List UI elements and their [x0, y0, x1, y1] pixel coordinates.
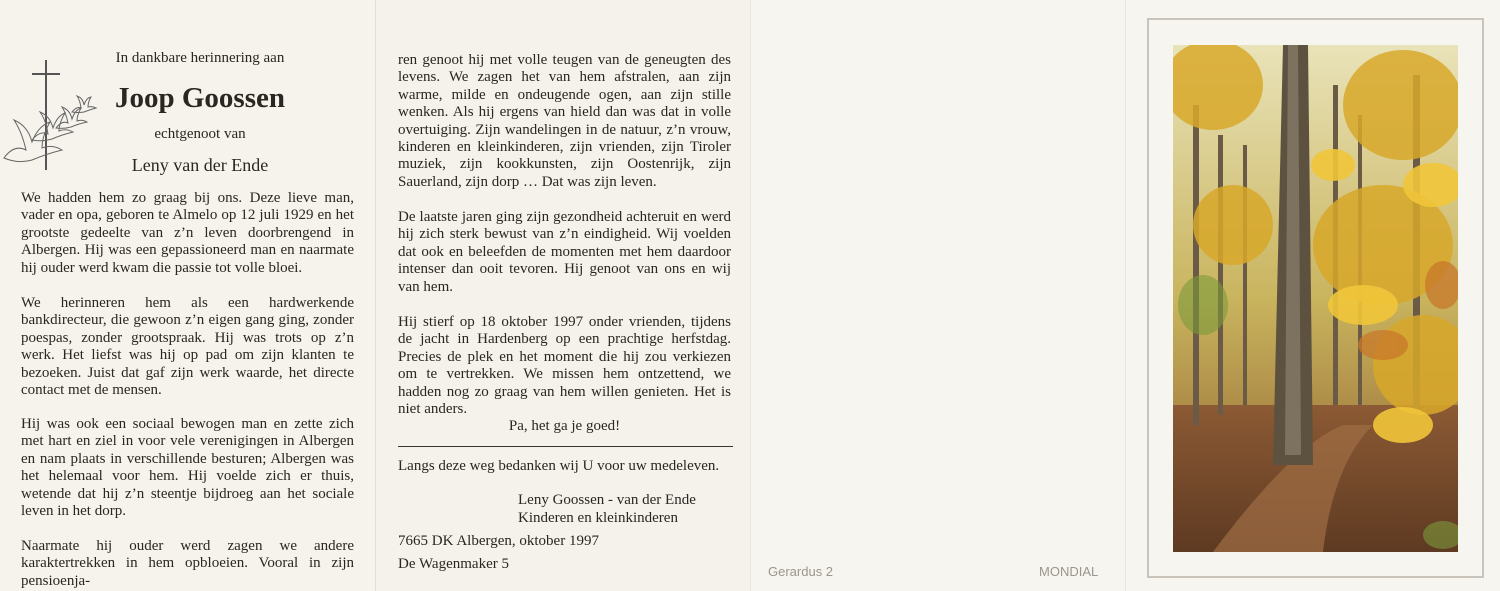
autumn-forest-photo: [1173, 45, 1458, 552]
card-panel-back: [750, 0, 1125, 591]
spouse-name: Leny van der Ende: [131, 155, 269, 175]
paragraph: We herinneren hem als een hardwerkende bankdirecteur, die gewoon z’n eigen gang ging, zonder poespas, zonder grootspraak. Hij was trots op z’n werk. Het liefst was hij op pad om zijn klanten te bezoeken. Juist dat gaf zijn werk waarde, het directe contact met de mensen.: [21, 295, 354, 399]
paragraph: Hij stierf op 18 oktober 1997 onder vrienden, tijdens de jacht in Hardenberg op een prachtige herfstdag. Precies de plek en het moment die hij zou verkiezen om te vertrekken. We missen hem ontzettend, we hadden nog zo graag van hem willen genieten. Het is niet anders.: [398, 314, 731, 418]
paragraph: ren genoot hij met volle teugen van de geneugten des levens. We zagen het van hem afstralen, aan zijn warme, milde en ondeugende ogen, aan zijn stille wenken. Als hij ergens van hield dan was dat in volle overtuiging. Zijn wandelingen in de natuur, z’n vrouw, kinderen en kleinkinderen, zijn vrienden, zijn Tiroler muziek, zijn kookkunsten, zijn Oostenrijk, zijn Sauerland, zijn dorp … Dat was zijn leven.: [398, 52, 731, 190]
card-panel-middle: [375, 0, 750, 591]
deceased-name: Joop Goossen: [114, 82, 285, 114]
address-line: 7665 DK Albergen, oktober 1997: [398, 533, 599, 549]
farewell-text: Pa, het ga je goed!: [508, 418, 621, 434]
paragraph: We hadden hem zo graag bij ons. Deze lieve man, vader en opa, geboren te Almelo op 12 juli 1929 en het grootste gedeelte van z’n leven doorbrengend in Albergen. Hij was een gepassioneerd man en naarmate hij ouder werd kwam die passie tot volle bloei.: [21, 190, 354, 276]
card-panel-cover: [1125, 0, 1500, 591]
relation-text: echtgenoot van: [154, 126, 246, 142]
signature-line: Kinderen en kleinkinderen: [518, 510, 678, 526]
imprint-right: MONDIAL: [1039, 564, 1099, 579]
paragraph: Hij was ook een sociaal bewogen man en zette zich met hart en ziel in voor vele verenigingen in Albergen en nam plaats in verschillende besturen; Albergen was het helemaal voor hem. Hij voelde zich er thuis, wetende dat hij z’n steentje bijdroeg aan het sociale leven in het dorp.: [21, 416, 354, 520]
card-panel-left: [0, 0, 375, 591]
paragraph: Naarmate hij ouder werd zagen we andere karaktertrekken in hem opbloeien. Vooral in zijn pensioenja-: [21, 538, 354, 589]
thanks-text: Langs deze weg bedanken wij U voor uw medeleven.: [398, 458, 720, 474]
address-line: De Wagenmaker 5: [398, 556, 509, 572]
paragraph: De laatste jaren ging zijn gezondheid achteruit en werd hij zich sterk bewust van z’n eindigheid. Wij voelden dat ook en beleefden de momenten met hem daardoor intenser dan ooit tevoren. Hij genoot van ons en wij van hem.: [398, 209, 731, 295]
imprint-left: Gerardus 2: [768, 564, 834, 579]
signature-line: Leny Goossen - van der Ende: [518, 492, 696, 508]
divider: [398, 446, 733, 447]
intro-text: In dankbare herinnering aan: [115, 50, 285, 66]
